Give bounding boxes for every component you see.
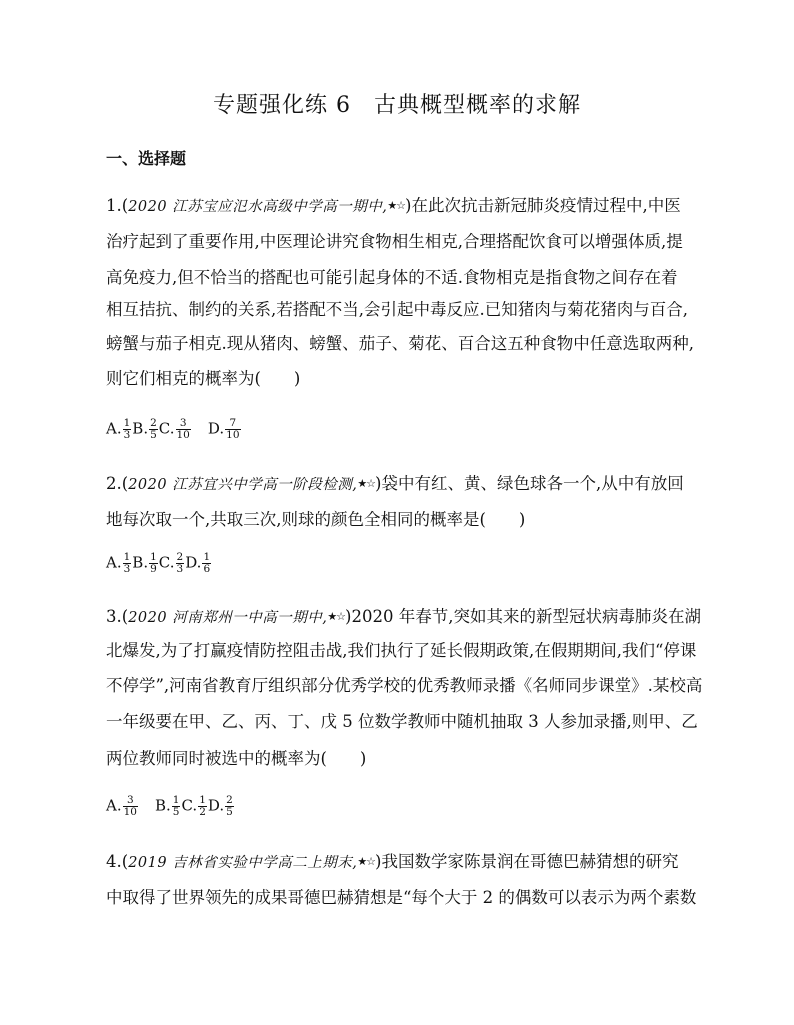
q1-text: )在此次抗击新冠肺炎疫情过程中,中医 (405, 196, 681, 215)
q3-line-5: 两位教师同时被选中的概率为( ) (106, 749, 367, 768)
q1-number: 1.( (106, 196, 129, 215)
q2-text: )袋中有红、黄、绿色球各一个,从中有放回 (375, 474, 684, 493)
q3-option-d[interactable]: D. $\frac{2}{5}$ (207, 794, 233, 818)
q3-line-4: 一年级要在甲、乙、丙、丁、戊 5 位数学教师中随机抽取 3 人参加录播,则甲、乙 (106, 712, 698, 731)
q1-line-5: 螃蟹与茄子相克.现从猪肉、螃蟹、茄子、菊花、百合这五种食物中任意选取两种, (106, 334, 694, 353)
q1-line-2: 治疗起到了重要作用,中医理论讲究食物相生相克,合理搭配饮食可以增强体质,提 (106, 232, 683, 251)
q2-number: 2.( (106, 474, 129, 493)
difficulty-stars-icon: ★☆ (387, 199, 406, 212)
q2-line-1 (106, 470, 684, 494)
q3-source: 2020 河南郑州一中高一期中, (128, 610, 328, 626)
q4-source: 2019 吉林省实验中学高二上期末, (128, 855, 358, 871)
q3-number: 3.( (106, 607, 129, 626)
q3-text: )2020 年春节,突如其来的新型冠状病毒肺炎在湖 (345, 607, 701, 626)
q1-option-a[interactable]: A. $\frac{1}{3}$ (106, 417, 131, 441)
q3-option-c[interactable]: C. $\frac{1}{2}$ (181, 794, 206, 818)
q1-option-d[interactable]: D. $\frac{7}{10}$ (207, 417, 240, 441)
q2-options (106, 552, 212, 575)
q4-text: )我国数学家陈景润在哥德巴赫猜想的研究 (375, 852, 679, 871)
q3-options (106, 795, 235, 818)
q4-line-2: 中取得了世界领先的成果哥德巴赫猜想是“每个大于 2 的偶数可以表示为两个素数 (106, 888, 697, 907)
section-heading: 一、选择题 (106, 149, 187, 168)
q2-option-c[interactable]: C. $\frac{2}{3}$ (158, 551, 184, 575)
difficulty-stars-icon: ★☆ (327, 610, 346, 623)
q1-option-c[interactable]: C. $\frac{3}{10}$ (158, 417, 190, 441)
q4-number: 4.( (106, 852, 129, 871)
q3-line-2: 北爆发,为了打赢疫情防控阻击战,我们执行了延长假期政策,在假期期间,我们“停课 (106, 641, 697, 660)
q3-line-1 (106, 603, 701, 627)
q1-line-3: 高免疫力,但不恰当的搭配也可能引起身体的不适.食物相克是指食物之间存在着 (106, 268, 678, 287)
q1-option-b[interactable]: B. $\frac{2}{5}$ (132, 417, 157, 441)
q3-option-b[interactable]: B. $\frac{1}{5}$ (154, 794, 180, 818)
q2-option-a[interactable]: A. $\frac{1}{3}$ (106, 551, 131, 575)
q2-line-2: 地每次取一个,共取三次,则球的颜色全相同的概率是( ) (106, 510, 526, 529)
difficulty-stars-icon: ★☆ (357, 477, 376, 490)
q2-option-b[interactable]: B. $\frac{1}{9}$ (132, 551, 157, 575)
q1-line-1 (106, 192, 681, 216)
q1-line-4: 相互拮抗、制约的关系,若搭配不当,会引起中毒反应.已知猪肉与菊花猪肉与百合, (106, 300, 688, 319)
q3-option-a[interactable]: A. $\frac{3}{10}$ (106, 794, 137, 818)
q1-options (106, 418, 242, 441)
q1-source: 2020 江苏宝应氾水高级中学高一期中, (128, 199, 388, 215)
q3-line-3: 不停学”,河南省教育厅组织部分优秀学校的优秀教师录播《名师同步课堂》.某校高 (106, 676, 703, 695)
difficulty-stars-icon: ★☆ (357, 855, 376, 868)
q2-option-d[interactable]: D. $\frac{1}{6}$ (185, 551, 211, 575)
q4-line-1 (106, 848, 678, 872)
q1-line-6: 则它们相克的概率为( ) (106, 369, 301, 388)
q2-source: 2020 江苏宜兴中学高一阶段检测, (128, 477, 358, 493)
page-title: 专题强化练 6 古典概型概率的求解 (213, 93, 581, 118)
